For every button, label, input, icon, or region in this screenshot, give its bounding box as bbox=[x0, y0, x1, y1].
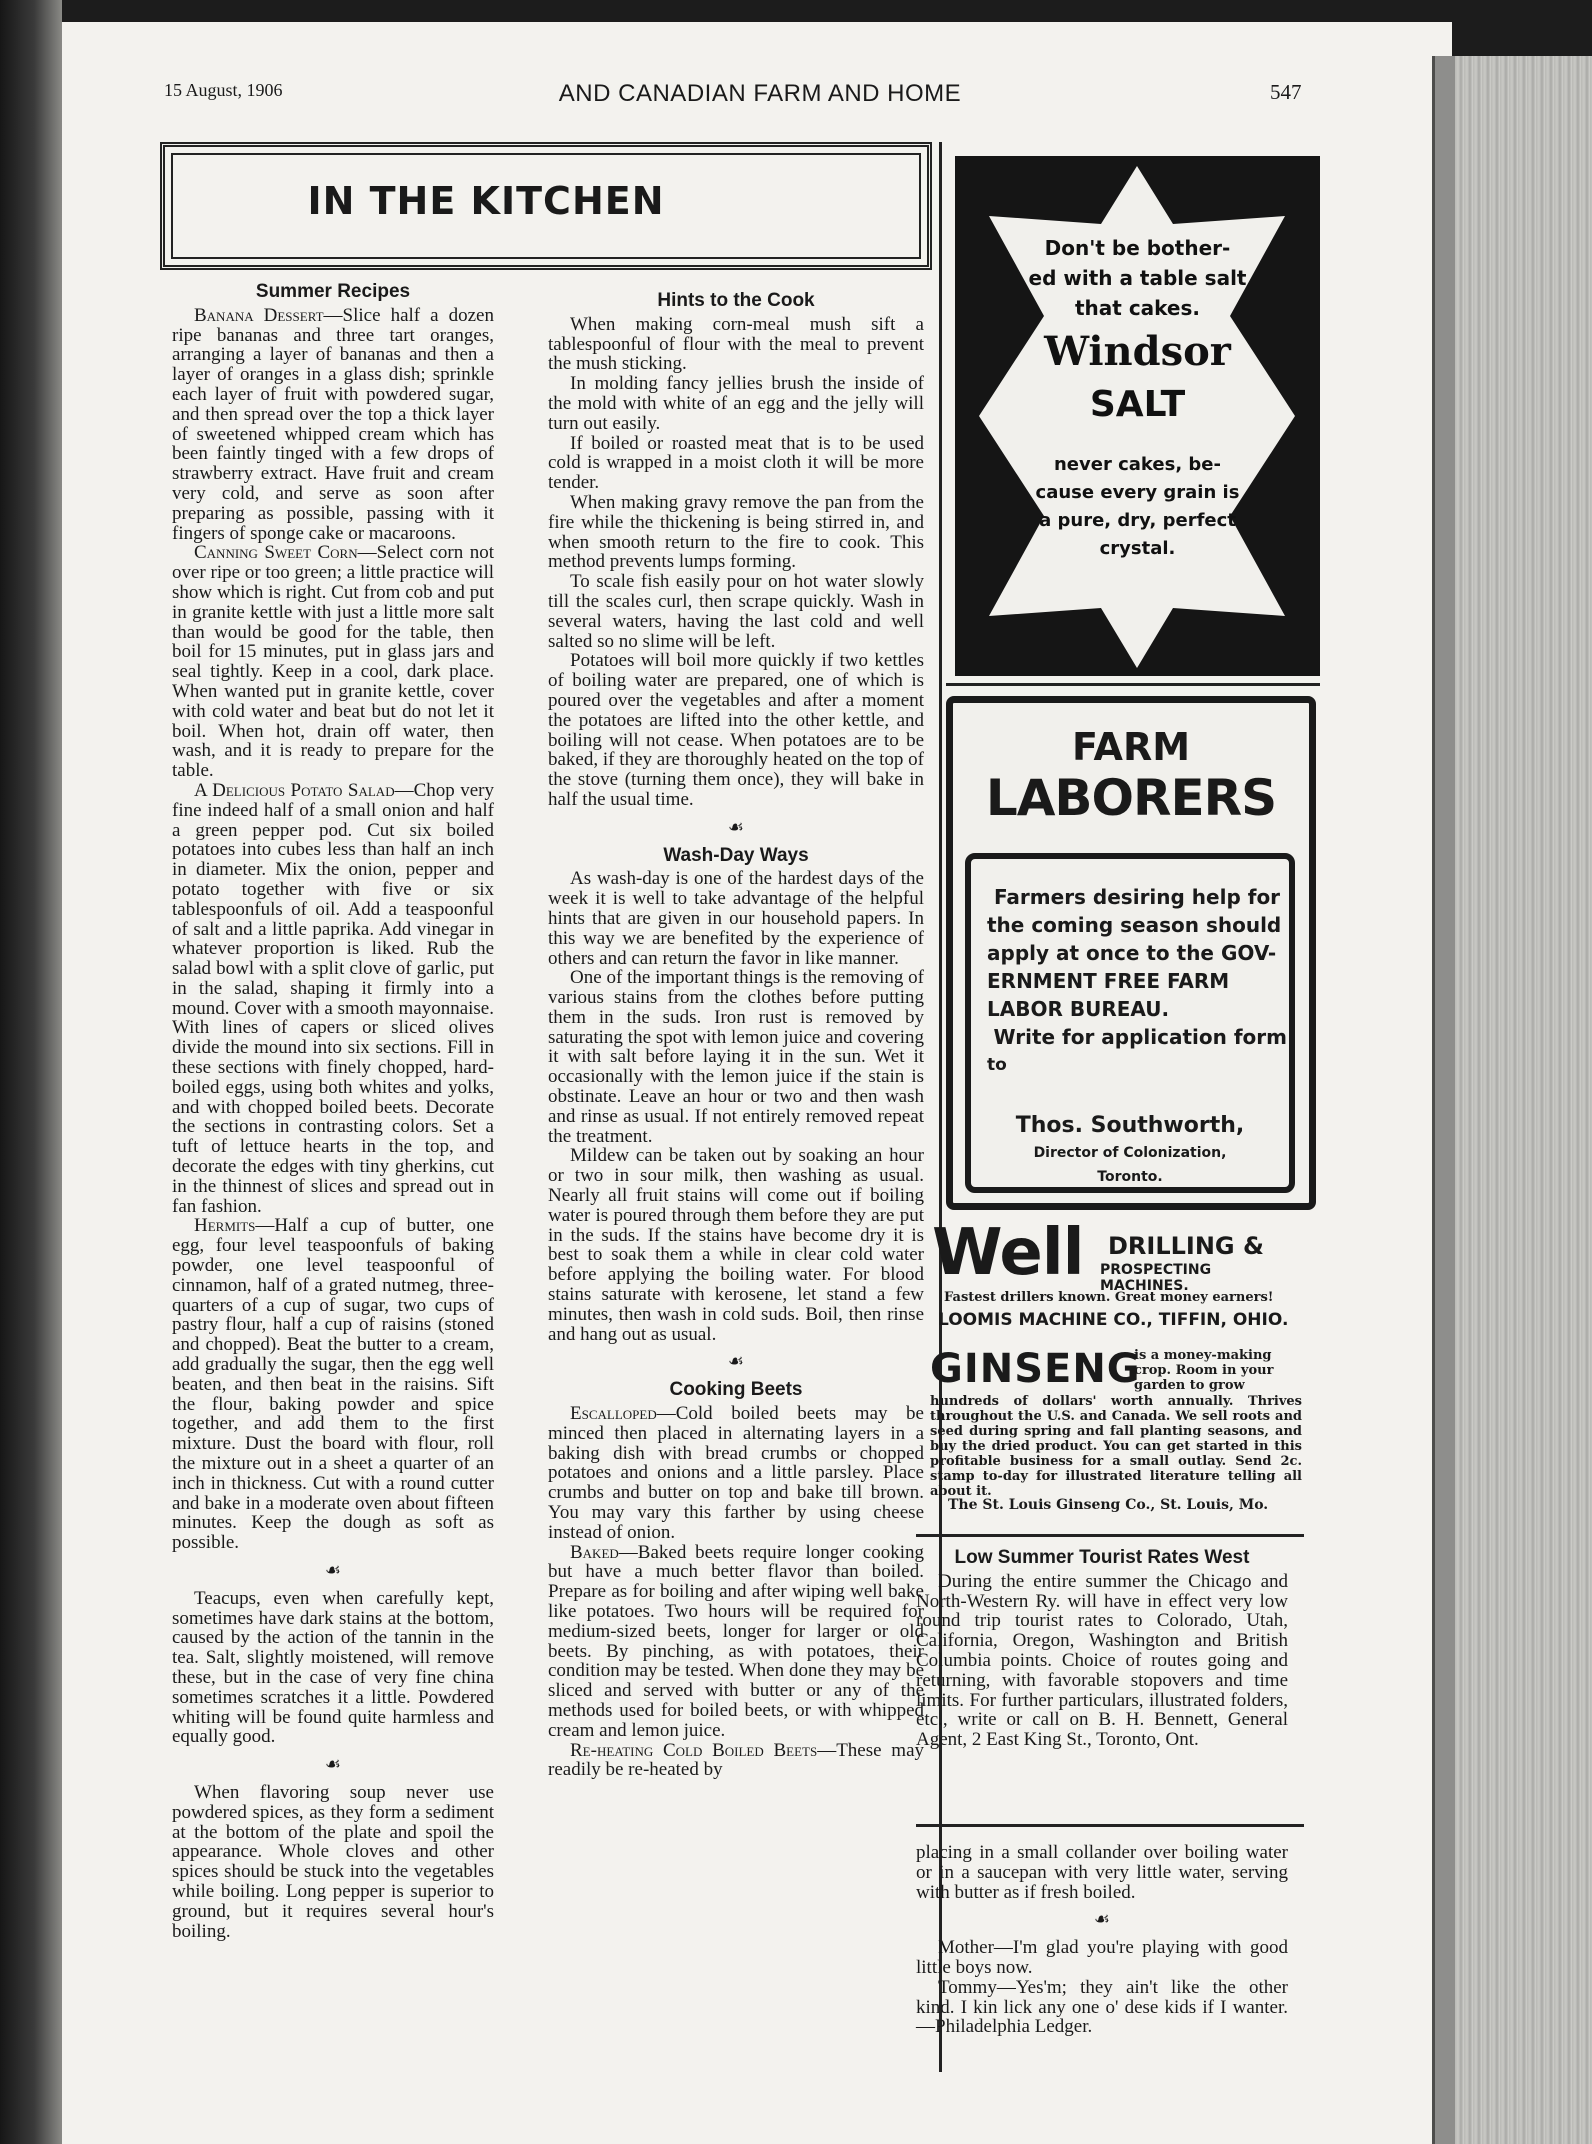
paragraph-teacups: Teacups, even when carefully kept, sometimes have dark stains at the bottom, caused by the action of the tannin in the tea. Salt, slightly moistened, will remove these, but in the case of very fine china sometimes scratches it a little. Powdered whiting will be found quite harmless and equally good. bbox=[172, 1587, 494, 1748]
paragraph-escalloped bbox=[548, 1404, 924, 1543]
farm-inner-box bbox=[965, 853, 1295, 1193]
lead-reheating: Re-heating Cold Boiled Beets bbox=[570, 1739, 818, 1761]
salt-line: crystal. bbox=[1099, 538, 1176, 559]
lead-hermits: Hermits bbox=[194, 1215, 256, 1237]
farm-line: apply at once to the GOV- bbox=[987, 941, 1277, 965]
paragraph-canning-corn bbox=[172, 543, 494, 781]
lead-banana-dessert: Banana Dessert bbox=[194, 304, 324, 326]
ornament-divider: ☙ bbox=[727, 1351, 745, 1372]
paragraph-wash: One of the important things is the removing of various stains from the clothes before putting them in the suds. Iron rust is removed by saturating the spot with lemon juice and covering it with salt before laying it in the sun. Wet it occasionally with the lemon juice if the stain is obstinate. Leave an hour or two and then wash and rinse as usual. If not entirely removed repeat the treatment. bbox=[548, 967, 924, 1147]
heading-wash-day-ways: Wash-Day Ways bbox=[663, 844, 809, 866]
column-1 bbox=[172, 276, 494, 1941]
farm-line: LABOR BUREAU. bbox=[987, 997, 1170, 1021]
ginseng-signature: The St. Louis Ginseng Co., St. Louis, Mo. bbox=[948, 1497, 1269, 1513]
paragraph-reheating bbox=[548, 1741, 924, 1781]
ad-divider bbox=[946, 683, 1320, 686]
text-hermits: —Half a cup of butter, one egg, four level teaspoonfuls of baking powder, one level teaspoonful of cinnamon, half of a grated nutmeg, three-quarters of a cup of sugar, two cups of pastry flour, half a cup of raisins (stoned and chopped). Beat the butter to a cream, add gradually the sugar, then the egg well beaten, and then beat in the raisins. Sift the flour, baking powder and spice together, and add them to the first mixture. Dust the board with flour, roll the mixture out in a sheet a quarter of an inch in thickness. Cut with a round cutter and bake in a moderate oven about fifteen minutes. Keep the dough as soft as possible. bbox=[172, 1215, 494, 1554]
ginseng-body: hundreds of dollars' worth annually. Thrives throughout the U.S. and Canada. We sell roots and seed during spring and fall planting seasons, and buy the dried product. You can get started in this profitable business for a small outlay. Send 2c. stamp to-day for illustrated literature telling all about it. bbox=[930, 1394, 1302, 1499]
ad-divider bbox=[916, 1534, 1304, 1537]
farm-signer-city: Toronto. bbox=[1097, 1169, 1163, 1185]
header-publication: AND CANADIAN FARM AND HOME bbox=[558, 80, 962, 107]
well-line: Fastest drillers known. Great money earners! bbox=[944, 1290, 1274, 1305]
paragraph-hint: If boiled or roasted meat that is to be used cold is wrapped in a moist cloth it will be more tender. bbox=[548, 432, 924, 494]
ornament-divider: ☙ bbox=[324, 1754, 342, 1775]
ornament-divider: ☙ bbox=[324, 1560, 342, 1580]
well-line: PROSPECTING MACHINES. bbox=[1100, 1262, 1212, 1294]
paragraph-wash: As wash-day is one of the hardest days of the week it is well to take advantage of the helpful hints that are given in our household papers. In this way we are benefited by the experience of others and can return the favor in like manner. bbox=[548, 868, 924, 969]
header-date: 15 August, 1906 bbox=[164, 80, 283, 100]
paragraph-beets-continued: placing in a small collander over boiling water or in a saucepan with very little water, serving with butter as if fresh boiled. bbox=[916, 1842, 1288, 1903]
paragraph-banana-dessert bbox=[172, 306, 494, 544]
paragraph-hint: To scale fish easily pour on hot water slowly till the scales curl, then scrape quickly. Wash in several waters, having the last cold and well salted so no slime will be left. bbox=[548, 571, 924, 652]
book-binding-shadow bbox=[0, 0, 62, 2144]
salt-line: Don't be bother- bbox=[1044, 236, 1231, 260]
text-escalloped: —Cold boiled beets may be minced then placed in alternating layers in a baking dish with bread crumbs or chopped potatoes and onions and a little parsley. Place crumbs and butter on top and bake till brown. You may vary this farther by using cheese instead of onion. bbox=[548, 1403, 924, 1543]
well-line: LOOMIS MACHINE CO., TIFFIN, OHIO. bbox=[938, 1310, 1289, 1330]
section-title: IN THE KITCHEN bbox=[307, 179, 665, 223]
farm-line: ERNMENT FREE FARM bbox=[987, 969, 1230, 993]
ad-ginseng bbox=[930, 1346, 1302, 1522]
book-page-edges bbox=[1455, 56, 1592, 2144]
ad-well-drilling bbox=[932, 1216, 1302, 1334]
text-baked: —Baked beets require longer cooking but have a much better flavor than boiled. Prepare as for boiling and after wiping well bake like potatoes. Two hours will be required for medium-sized beets, longer for larger or old beets. By pinching, as with potatoes, their condition may be tested. When done they may be sliced and served with butter or any of the methods used for boiled beets, or with whipped cream and lemon juice. bbox=[548, 1541, 924, 1741]
paragraph-wash: Mildew can be taken out by soaking an hour or two in sour milk, then washing as usual. Nearly all fruit stains will come out if boiling water is poured through them before they are put in the suds. If the stains have become dry it is best to soak them a while in clear cold water before applying the boiling water. For blood stains saturate with kerosene, let stand a few minutes, then wash in cold suds. Boil, then rinse and hang out as usual. bbox=[548, 1145, 924, 1345]
paragraph-soup: When flavoring soup never use powdered spices, as they form a sediment at the bottom of the plate and spoil the appearance. Whole cloves and other spices should be stuck into the vegetables while boiling. Long pepper is superior to ground, but it requires several hour's boiling. bbox=[172, 1781, 494, 1942]
farm-line: Write for application form bbox=[993, 1025, 1287, 1049]
paragraph-hint: In molding fancy jellies brush the inside of the mold with white of an egg and the jelly will turn out easily. bbox=[548, 373, 924, 434]
ornament-divider: ☙ bbox=[727, 816, 745, 837]
farm-line: to bbox=[987, 1055, 1007, 1075]
text-potato-salad: —Chop very fine indeed half of a small onion and half a green pepper pod. Cut six boiled potatoes into cubes less than half an inch in diameter. Mix the onion, pepper and potato together with five or six tablespoonfuls of oil. Add a teaspoonful of salt and a little paprika. Add vinegar in whatever proportion is liked. Rub the salad bowl with a split clove of garlic, put in the salad, shaping it firmly into a mound. Cover with a smooth mayonnaise. With lines of capers or sliced olives divide the mound into six sections. Fill in these sections with finely chopped, hard-boiled eggs, using both whites and yolks, and with chopped boiled beets. Decorate the sections in contrasting colors. Set a tuft of lettuce hearts in the top, and decorate the edges with tiny gherkins, cut in the thinnest of slices and spread out in fan fashion. bbox=[172, 779, 494, 1217]
paragraph-hint: Potatoes will boil more quickly if two kettles of boiling water are prepared, one of which is poured over the vegetables and after a moment the potatoes are lifted into the other kettle, and boiling will not cease. When potatoes are to be baked, if they are thoroughly heated on the top of the stove (turning them once), they will bake in half the usual time. bbox=[548, 650, 924, 810]
paragraph-hint: When making gravy remove the pan from the fire while the thickening is being stirred in, and when smooth return to the fire to cook. This method prevents lumps forming. bbox=[548, 491, 924, 573]
farm-title: LABORERS bbox=[985, 769, 1277, 827]
heading-cooking-beets: Cooking Beets bbox=[669, 1379, 803, 1401]
text-canning-corn: —Select corn not over ripe or too green; a little practice will show which is right. Cut from cob and put in granite kettle with just a little more salt than would be good for the table, then boil for 15 minutes, put in glass jars and seal tightly. Keep in a cool, dark place. When wanted put in granite kettle, cover with cold water and beat but do not let it boil. When hot, drain off water, then wash, and it is ready to prepare for the table. bbox=[172, 542, 494, 782]
salt-line: never cakes, be- bbox=[1053, 454, 1221, 475]
ad-farm-laborers bbox=[946, 696, 1316, 1210]
farm-signer: Thos. Southworth, bbox=[1015, 1113, 1245, 1138]
text-banana-dessert: —Slice half a dozen ripe bananas and three tart oranges, arranging a layer of bananas and then a layer of oranges in a glass dish; sprinkle each layer of fruit with powdered sugar, and then spread over the top a thick layer of sweetened whipped cream which has been faintly tinged with a few drops of strawberry extract. Have fruit and cream very cold, and serve as soon after preparing as possible, passing with it fingers of sponge cake or macaroons. bbox=[172, 304, 494, 544]
section-title-box bbox=[160, 142, 932, 270]
paragraph-joke: Tommy—Yes'm; they ain't like the other kind. I kin lick any one o' dese kids if I wanter.—Philadelphia Ledger. bbox=[916, 1976, 1288, 2038]
ad-windsor-salt bbox=[955, 156, 1320, 676]
lead-potato-salad: A Delicious Potato Salad bbox=[194, 779, 395, 801]
lead-canning-corn: Canning Sweet Corn bbox=[194, 542, 358, 564]
farm-line: the coming season should bbox=[987, 913, 1282, 937]
paragraph-baked bbox=[548, 1543, 924, 1741]
text-reheating: —These may readily be re-heated by bbox=[548, 1739, 924, 1781]
ginseng-side-text: is a money-making crop. Room in your garden to grow bbox=[1134, 1348, 1274, 1393]
paragraph-hermits bbox=[172, 1216, 494, 1553]
well-line: DRILLING & bbox=[1108, 1232, 1264, 1260]
column-3-continued bbox=[916, 1843, 1288, 2037]
paragraph-tourist: During the entire summer the Chicago and North-Western Ry. will have in effect very low round trip tourist rates to Colorado, Utah, California, Oregon, Washington and British Columbia points. Choice of routes going and returning, with favorable stopovers and time limits. For further particulars, illustrated folders, etc., write or call on B. H. Bennett, General Agent, 2 East King St., Toronto, Ont. bbox=[916, 1570, 1288, 1751]
column-2 bbox=[548, 285, 924, 1780]
lead-baked: Baked bbox=[570, 1541, 619, 1563]
farm-body bbox=[987, 883, 1287, 1079]
paragraph-joke: Mother—I'm glad you're playing with good little boys now. bbox=[916, 1937, 1288, 1978]
header-page-number: 547 bbox=[1270, 80, 1302, 104]
paragraph-potato-salad bbox=[172, 781, 494, 1217]
heading-summer-recipes: Summer Recipes bbox=[255, 281, 411, 302]
ad-divider bbox=[916, 1824, 1304, 1827]
heading-tourist-rates: Low Summer Tourist Rates West bbox=[954, 1547, 1250, 1568]
salt-brand: Windsor bbox=[1044, 328, 1231, 375]
column-3 bbox=[916, 1548, 1288, 1750]
well-logo: Well bbox=[932, 1216, 1084, 1290]
farm-line: Farmers desiring help for bbox=[993, 885, 1281, 909]
salt-line: that cakes. bbox=[1075, 296, 1200, 320]
farm-title: FARM bbox=[1071, 725, 1191, 769]
ornament-divider: ☙ bbox=[1093, 1909, 1111, 1930]
paragraph-hint: When making corn-meal mush sift a tablespoonful of flour with the meal to prevent the mush sticking. bbox=[548, 313, 924, 375]
salt-brand: SALT bbox=[1089, 384, 1186, 425]
salt-line: cause every grain is bbox=[1035, 482, 1240, 503]
farm-signer-role: Director of Colonization, bbox=[1033, 1145, 1227, 1161]
lead-escalloped: Escalloped bbox=[570, 1403, 657, 1425]
salt-line: ed with a table salt bbox=[1028, 266, 1247, 290]
heading-hints-to-the-cook: Hints to the Cook bbox=[657, 290, 815, 311]
ginseng-logo: GINSENG bbox=[930, 1346, 1141, 1392]
salt-line: a pure, dry, perfect bbox=[1039, 510, 1236, 531]
column-rule bbox=[939, 142, 942, 2072]
